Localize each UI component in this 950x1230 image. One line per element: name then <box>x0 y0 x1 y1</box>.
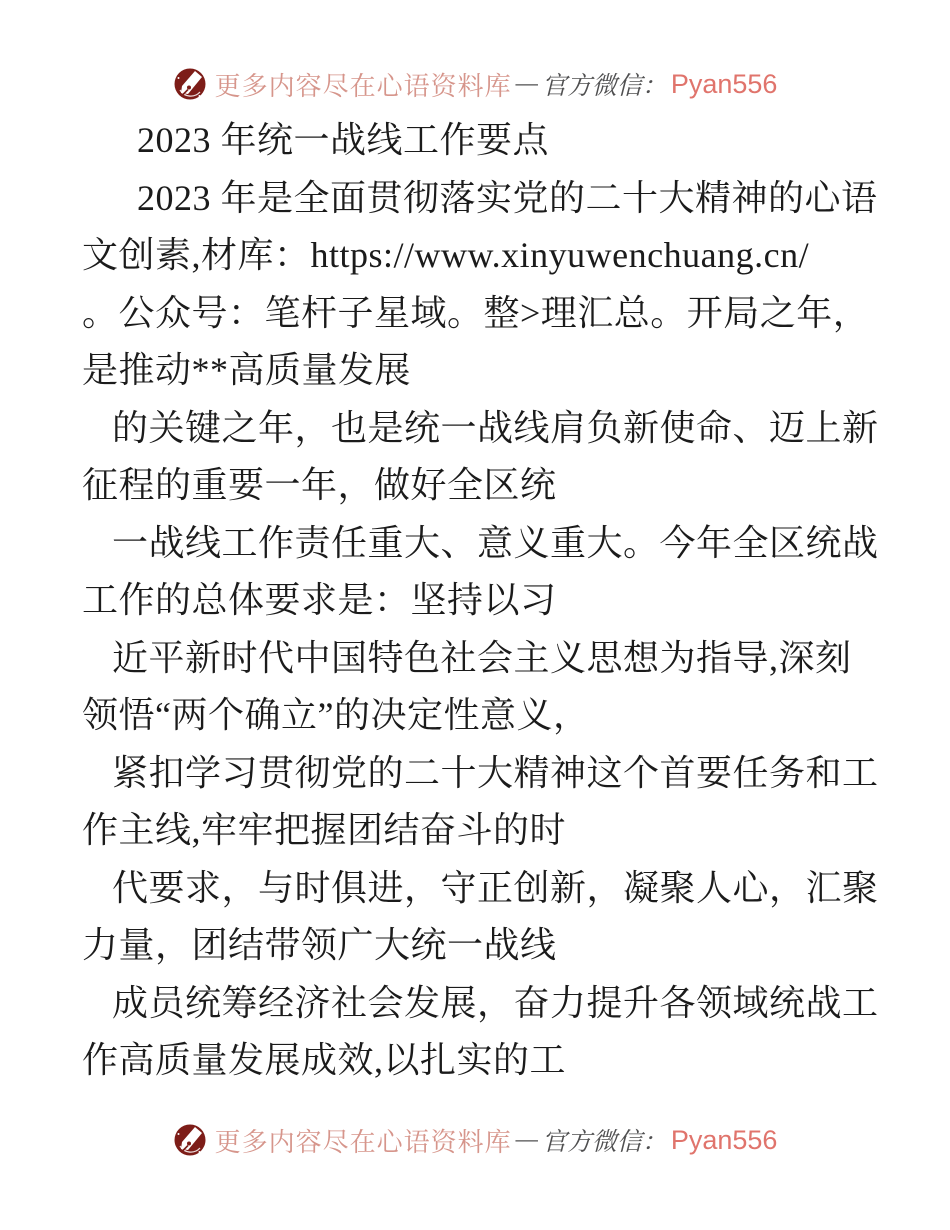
watermark-separator: — <box>515 70 538 97</box>
document-body <box>82 112 882 1090</box>
document-line: 工作的总体要求是：坚持以习 <box>82 580 557 620</box>
watermark-footer <box>0 1118 950 1162</box>
watermark-wechat-id: Pyan556 <box>670 1124 778 1155</box>
document-line: 2023 年统一战线工作要点 <box>137 120 550 160</box>
watermark-wechat-id: Pyan556 <box>670 68 778 99</box>
document-line: 。公众号：笔杆子星域。整>理汇总。开局之年， <box>82 292 870 333</box>
document-line: 的关键之年，也是统一战线肩负新使命、迈上新 <box>112 407 879 448</box>
document-line: 力量，团结带领广大统一战线 <box>82 925 557 965</box>
pen-nib-circle-icon <box>173 67 207 101</box>
document-line: 作高质量发展成效,以扎实的工 <box>82 1040 567 1080</box>
document-line: 近平新时代中国特色社会主义思想为指导,深刻 <box>112 637 852 678</box>
watermark-brand-text: 更多内容尽在心语资料库 <box>214 71 512 101</box>
document-line: 是推动**高质量发展 <box>82 350 412 390</box>
document-line: 代要求，与时俱进，守正创新，凝聚人心，汇聚 <box>112 867 879 908</box>
document-line: 文创素,材库：https://www.xinyuwenchuang.cn/ <box>82 235 810 275</box>
watermark-wechat-label: 官方微信： <box>541 73 667 100</box>
document-line: 紧扣学习贯彻党的二十大精神这个首要任务和工 <box>112 752 879 793</box>
document-line: 一战线工作责任重大、意义重大。今年全区统战 <box>112 522 879 563</box>
watermark-header <box>0 62 950 106</box>
pen-nib-circle-icon <box>173 1123 207 1157</box>
document-line: 作主线,牢牢把握团结奋斗的时 <box>82 810 567 850</box>
watermark-wechat-label: 官方微信： <box>541 1129 667 1156</box>
watermark-separator: — <box>515 1126 538 1153</box>
document-line: 2023 年是全面贯彻落实党的二十大精神的心语 <box>137 177 878 218</box>
document-line: 征程的重要一年，做好全区统 <box>82 465 557 505</box>
watermark-brand-text: 更多内容尽在心语资料库 <box>214 1127 512 1157</box>
document-line: 领悟“两个确立”的决定性意义， <box>82 695 590 735</box>
document-line: 成员统筹经济社会发展，奋力提升各领域统战工 <box>112 982 879 1023</box>
